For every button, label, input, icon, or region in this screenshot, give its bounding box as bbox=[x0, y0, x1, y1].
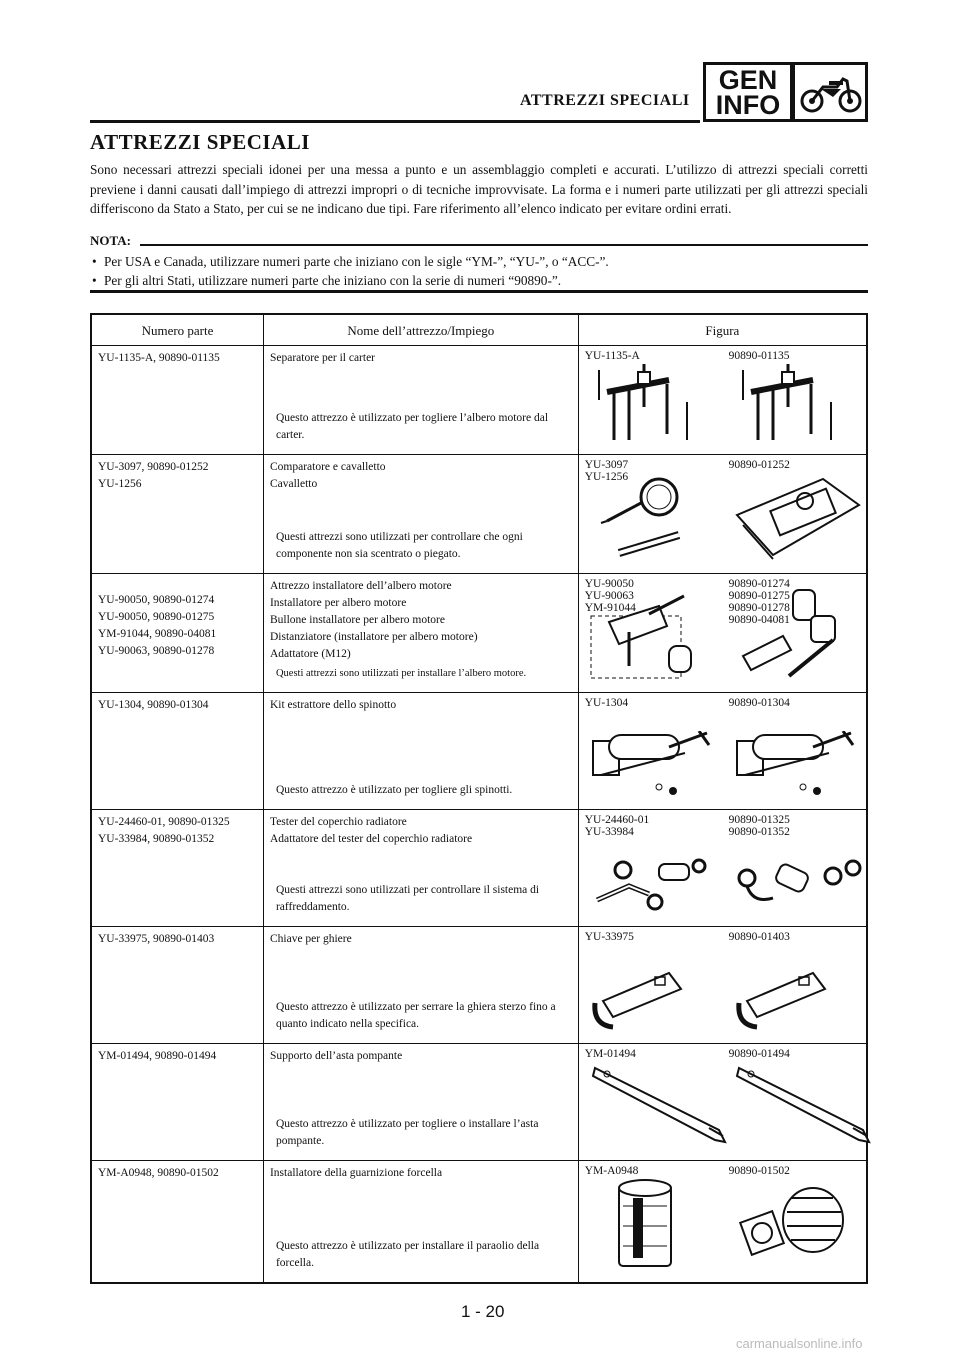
figure-cell-a bbox=[578, 810, 722, 927]
figure-cell-b bbox=[723, 574, 867, 693]
figure-label-a: YU-1304 bbox=[584, 697, 629, 709]
part-number-cell bbox=[91, 693, 263, 810]
figure-label-b: 90890-01403 bbox=[728, 931, 790, 943]
figure-cell-b bbox=[723, 1044, 867, 1161]
figure-cell-a bbox=[578, 346, 722, 455]
table-row bbox=[91, 346, 867, 455]
tool-illustration bbox=[589, 848, 719, 920]
badge-line-info: INFO bbox=[715, 90, 781, 120]
figure-cell-b bbox=[723, 1161, 867, 1284]
tool-name: Tester del coperchio radiatore Adattatore del tester del coperchio radiatore bbox=[269, 816, 473, 845]
figure-cell-a bbox=[578, 455, 722, 574]
tool-name: Separatore per il carter bbox=[269, 352, 376, 364]
tool-name-cell bbox=[263, 927, 578, 1044]
tool-name-cell bbox=[263, 455, 578, 574]
part-number: YU-1304, 90890-01304 bbox=[98, 699, 209, 711]
tool-illustration bbox=[589, 963, 699, 1037]
part-number: YU-3097, 90890-01252 YU-1256 bbox=[98, 461, 209, 490]
part-number: YM-01494, 90890-01494 bbox=[98, 1050, 217, 1062]
part-number-cell bbox=[91, 455, 263, 574]
figure-label-a: YU-33975 bbox=[584, 931, 634, 943]
table-row bbox=[91, 1044, 867, 1161]
gen-info-badge bbox=[703, 62, 793, 122]
figure-label-b: 90890-01304 bbox=[728, 697, 790, 709]
nota-item: • Per USA e Canada, utilizzare numeri parte che iniziano con le sigle “YM-”, “YU-”, o “ACC-”. bbox=[90, 252, 868, 271]
tool-illustration bbox=[733, 731, 857, 803]
figure-cell-a bbox=[578, 574, 722, 693]
table-row bbox=[91, 1161, 867, 1284]
tool-use: Questo attrezzo è utilizzato per togliere l’albero motore dal carter. bbox=[275, 412, 549, 441]
figure-cell-a bbox=[578, 1044, 722, 1161]
part-number: YU-1135-A, 90890-01135 bbox=[98, 352, 220, 364]
tool-use: Questo attrezzo è utilizzato per serrare la ghiera sterzo fino a quanto indicato nella specifica. bbox=[275, 1001, 556, 1030]
part-number-cell bbox=[91, 574, 263, 693]
tool-name: Installatore della guarnizione forcella bbox=[269, 1167, 443, 1179]
tool-name-cell bbox=[263, 574, 578, 693]
part-number-cell bbox=[91, 1044, 263, 1161]
part-number-cell bbox=[91, 810, 263, 927]
tool-name-cell bbox=[263, 810, 578, 927]
tool-use: Questi attrezzi sono utilizzati per controllare che ogni componente non sia scentrato o piegato. bbox=[275, 531, 523, 560]
figure-label-b: 90890-01274 90890-01275 90890-01278 90890-04081 bbox=[728, 578, 790, 626]
tool-name: Supporto dell’asta pompante bbox=[269, 1050, 403, 1062]
tool-illustration bbox=[733, 475, 863, 567]
figure-label-a: YU-1135-A bbox=[584, 350, 640, 362]
tool-name: Attrezzo installatore dell’albero motore Installatore per albero motore Bullone installatore per albero motore Distanziatore (installatore per albero motore) Adattatore (M12) bbox=[269, 580, 478, 660]
tool-illustration bbox=[589, 362, 699, 448]
table-row bbox=[91, 455, 867, 574]
nota-rule bbox=[140, 244, 868, 246]
tool-illustration bbox=[733, 1058, 883, 1154]
figure-label-b: 90890-01502 bbox=[728, 1165, 790, 1177]
page-title: ATTREZZI SPECIALI bbox=[90, 130, 310, 154]
tool-name-cell bbox=[263, 1161, 578, 1284]
tool-illustration bbox=[733, 362, 843, 448]
badge-line-gen: GEN bbox=[718, 65, 778, 95]
col-header-figure: Figura bbox=[578, 314, 867, 346]
figure-label-a: YM-A0948 bbox=[584, 1165, 639, 1177]
nota-end-rule bbox=[90, 290, 868, 293]
tool-use: Questo attrezzo è utilizzato per togliere o installare l’asta pompante. bbox=[275, 1118, 539, 1147]
tool-illustration bbox=[589, 731, 713, 803]
tool-illustration bbox=[733, 848, 863, 920]
figure-cell-b bbox=[723, 455, 867, 574]
watermark: carmanualsonline.info bbox=[736, 1336, 863, 1351]
tool-name-cell bbox=[263, 346, 578, 455]
tool-use: Questi attrezzi sono utilizzati per installare l’albero motore. bbox=[275, 668, 527, 679]
intro-paragraph: Sono necessari attrezzi speciali idonei per una messa a punto e un assemblaggio completi e accurati. L’utilizzo di attrezzi speciali corretti previene i danni causati dall’impiego di attrezzi impropri o di tecniche improvvisate. La forma e i numeri parte utilizzati per gli attrezzi speciali differiscono da Stato a Stato, per cui se ne indicano due tipi. Fare riferimento all’elenco indicato per evitare ordini errati. bbox=[90, 162, 868, 216]
tool-name-cell bbox=[263, 1044, 578, 1161]
motorcycle-icon bbox=[799, 71, 863, 115]
figure-cell-b bbox=[723, 810, 867, 927]
table-row bbox=[91, 693, 867, 810]
tool-name-cell bbox=[263, 693, 578, 810]
part-number: YM-A0948, 90890-01502 bbox=[98, 1167, 219, 1179]
nota-list bbox=[90, 252, 868, 290]
special-tools-table bbox=[90, 313, 868, 1284]
table-row bbox=[91, 810, 867, 927]
table-body bbox=[91, 346, 867, 1284]
tool-illustration bbox=[589, 1058, 739, 1154]
table-header-row bbox=[91, 314, 867, 346]
figure-cell-a bbox=[578, 927, 722, 1044]
tool-illustration bbox=[589, 475, 699, 567]
part-number-cell bbox=[91, 1161, 263, 1284]
table-row bbox=[91, 927, 867, 1044]
tool-illustration bbox=[733, 1176, 853, 1276]
figure-label-a: YM-01494 bbox=[584, 1048, 636, 1060]
tool-name: Kit estrattore dello spinotto bbox=[269, 699, 397, 711]
tool-illustration bbox=[733, 586, 853, 686]
tool-illustration bbox=[589, 586, 709, 686]
figure-label-a: YU-3097 YU-1256 bbox=[584, 459, 629, 483]
header-rule bbox=[90, 120, 700, 123]
figure-label-b: 90890-01252 bbox=[728, 459, 790, 471]
nota-item: • Per gli altri Stati, utilizzare numeri parte che iniziano con la serie di numeri “90890-”. bbox=[90, 271, 868, 290]
figure-cell-a bbox=[578, 693, 722, 810]
col-header-part: Numero parte bbox=[91, 314, 263, 346]
tool-illustration bbox=[589, 1176, 699, 1276]
figure-label-b: 90890-01325 90890-01352 bbox=[728, 814, 790, 838]
figure-label-b: 90890-01135 bbox=[728, 350, 790, 362]
nota-label: NOTA: bbox=[90, 233, 131, 248]
part-number: YU-90050, 90890-01274 YU-90050, 90890-01275 YM-91044, 90890-04081 YU-90063, 90890-01278 bbox=[98, 594, 217, 657]
section-header-title: ATTREZZI SPECIALI bbox=[520, 92, 690, 109]
figure-cell-a bbox=[578, 1161, 722, 1284]
figure-label-a: YU-24460-01 YU-33984 bbox=[584, 814, 650, 838]
figure-label-b: 90890-01494 bbox=[728, 1048, 790, 1060]
page-number: 1 - 20 bbox=[461, 1302, 505, 1321]
motorcycle-badge bbox=[792, 62, 868, 122]
part-number: YU-24460-01, 90890-01325 YU-33984, 90890-01352 bbox=[98, 816, 230, 845]
part-number: YU-33975, 90890-01403 bbox=[98, 933, 215, 945]
figure-cell-b bbox=[723, 927, 867, 1044]
tool-use: Questo attrezzo è utilizzato per togliere gli spinotti. bbox=[275, 784, 513, 796]
tool-name: Chiave per ghiere bbox=[269, 933, 352, 945]
tool-use: Questi attrezzi sono utilizzati per controllare il sistema di raffreddamento. bbox=[275, 884, 540, 913]
tool-use: Questo attrezzo è utilizzato per installare il paraolio della forcella. bbox=[275, 1240, 540, 1269]
tool-illustration bbox=[733, 963, 843, 1037]
figure-cell-b bbox=[723, 346, 867, 455]
figure-label-a: YU-90050 YU-90063 YM-91044 bbox=[584, 578, 636, 614]
part-number-cell bbox=[91, 346, 263, 455]
part-number-cell bbox=[91, 927, 263, 1044]
figure-cell-b bbox=[723, 693, 867, 810]
tool-name: Comparatore e cavalletto Cavalletto bbox=[269, 461, 386, 490]
table-row bbox=[91, 574, 867, 693]
col-header-name: Nome dell’attrezzo/Impiego bbox=[263, 314, 578, 346]
